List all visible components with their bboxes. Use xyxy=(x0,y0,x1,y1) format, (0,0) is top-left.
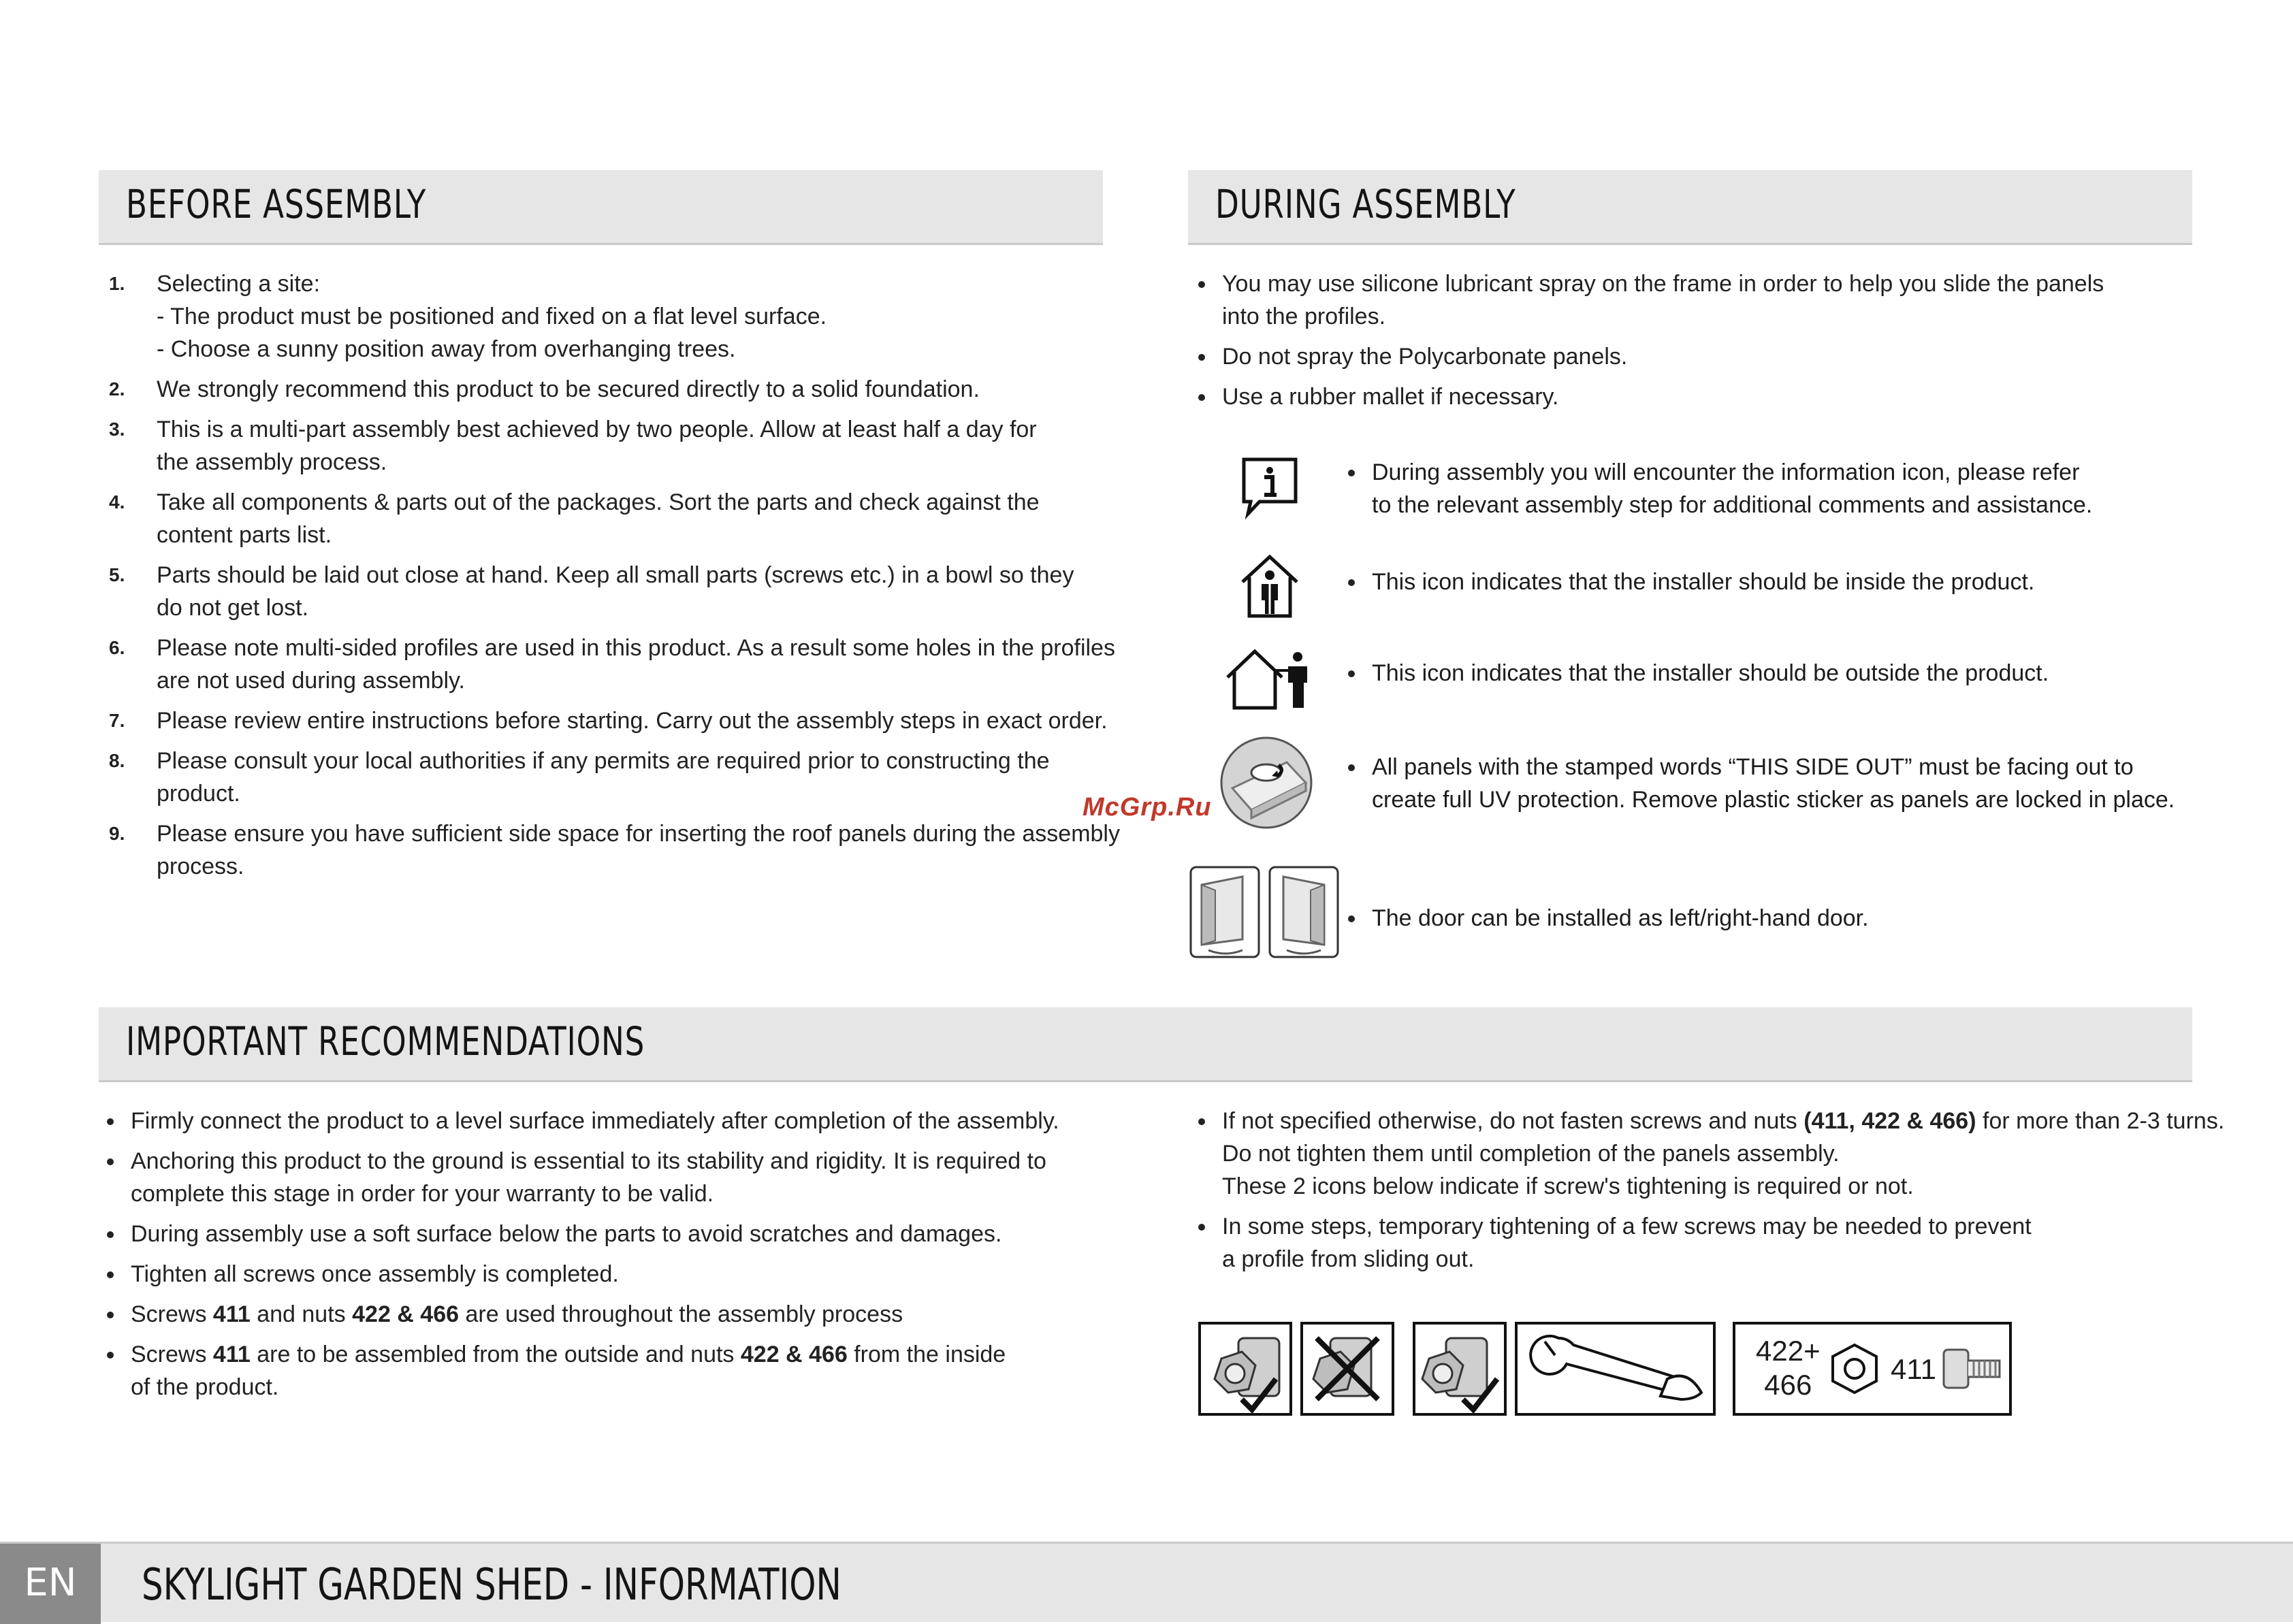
recommendations-right-list xyxy=(1195,1105,2225,1283)
before-item-5: 5. Parts should be laid out close at hand. Keep all small parts (screws etc.) in a bowl so they do not get lost. xyxy=(109,562,1074,621)
screw-loose-ok-icon xyxy=(1198,1322,1292,1416)
before-item-9: 9. Please ensure you have sufficient side space for inserting the roof panels during the assembly process. xyxy=(109,821,1120,879)
page-footer xyxy=(0,1542,2293,1622)
before-item-1: 1. Selecting a site: - The product must be positioned and fixed on a flat level surface. - Choose a sunny position away from overhanging trees. xyxy=(109,271,827,362)
during-bullet-2: Do not spray the Polycarbonate panels. xyxy=(1195,340,2189,373)
before-assembly-header xyxy=(99,170,1103,245)
inside-icon-text: This icon indicates that the installer should be inside the product. xyxy=(1348,566,2257,598)
info-icon-text: During assembly you will encounter the information icon, please refer to the relevant assembly step for additional comments and assistance. xyxy=(1348,456,2257,521)
installer-outside-icon xyxy=(1224,643,1313,711)
watermark: McGrp.Ru xyxy=(1083,793,1212,822)
rec-left-bullet-5: Screws 411 and nuts 422 & 466 are used throughout the assembly process xyxy=(103,1298,1125,1331)
during-assembly-title: DURING ASSEMBLY xyxy=(1215,181,1516,227)
screw-icon xyxy=(1938,1342,2006,1396)
during-bullet-3: Use a rubber mallet if necessary. xyxy=(1195,380,2189,413)
language-badge: EN xyxy=(0,1544,101,1624)
during-bullet-1: You may use silicone lubricant spray on the frame in order to help you slide the panels into the profiles. xyxy=(1195,267,2189,333)
before-item-4: 4. Take all components & parts out of the packages. Sort the parts and check against the content parts list. xyxy=(109,489,1040,548)
uv-panel-icon xyxy=(1219,735,1314,830)
wrench-icon xyxy=(1515,1322,1716,1416)
during-assembly-list xyxy=(1195,267,2189,421)
door-icon-text: The door can be installed as left/right-hand door. xyxy=(1348,902,2257,935)
screw-tighten-ok-icon xyxy=(1413,1322,1507,1416)
before-assembly-list xyxy=(109,267,1120,890)
recommendations-header xyxy=(99,1007,2192,1082)
rec-left-bullet-6: Screws 411 are to be assembled from the outside and nuts 422 & 466 from the inside of the product. xyxy=(103,1338,1125,1403)
screw-label: 411 xyxy=(1891,1353,1936,1385)
rec-left-bullet-4: Tighten all screws once assembly is completed. xyxy=(103,1258,1125,1290)
before-item-2: 2. We strongly recommend this product to be secured directly to a solid foundation. xyxy=(109,376,980,402)
before-item-8: 8. Please consult your local authorities if any permits are required prior to constructing the product. xyxy=(109,748,1050,807)
screw-tight-not-icon xyxy=(1300,1322,1394,1416)
rec-right-bullet-2: In some steps, temporary tightening of a few screws may be needed to prevent a profile from sliding out. xyxy=(1195,1210,2216,1276)
outside-icon-text: This icon indicates that the installer should be outside the product. xyxy=(1348,657,2257,689)
recommendations-title: IMPORTANT RECOMMENDATIONS xyxy=(126,1018,645,1065)
before-item-7: 7. Please review entire instructions before starting. Carry out the assembly steps in exact order. xyxy=(109,708,1108,734)
rec-left-bullet-1: Firmly connect the product to a level surface immediately after completion of the assembly. xyxy=(103,1105,1125,1137)
installer-inside-icon xyxy=(1236,551,1304,619)
information-icon xyxy=(1236,453,1304,521)
parts-legend xyxy=(1733,1322,2012,1416)
nut-icon xyxy=(1827,1342,1882,1396)
before-item-3: 3. This is a multi-part assembly best achieved by two people. Allow at least half a day for the assembly process. xyxy=(109,417,1037,475)
rec-right-bullet-1: If not specified otherwise, do not fasten screws and nuts (411, 422 & 466) for more than 2-3 turns. Do not tighten them until completion of the panels assembly. These 2 icons below indicate if screw's tightening is required or not. xyxy=(1195,1105,2216,1203)
before-assembly-title: BEFORE ASSEMBLY xyxy=(126,181,427,227)
rec-left-bullet-2: Anchoring this product to the ground is essential to its stability and rigidity. It is required to complete this stage in order for your warranty to be valid. xyxy=(103,1145,1125,1210)
door-left-right-icon xyxy=(1188,864,1348,960)
before-item-6: 6. Please note multi-sided profiles are used in this product. As a result some holes in the profiles are not used during assembly. xyxy=(109,635,1115,694)
uv-icon-text: All panels with the stamped words “THIS SIDE OUT” must be facing out to create full UV protection. Remove plastic sticker as panels are locked in place. xyxy=(1348,751,2257,816)
footer-title: SKYLIGHT GARDEN SHED - INFORMATION xyxy=(142,1560,841,1610)
during-assembly-header xyxy=(1188,170,2192,245)
recommendations-left-list xyxy=(103,1105,1125,1411)
nuts-label: 422+ 466 xyxy=(1756,1335,1821,1401)
rec-left-bullet-3: During assembly use a soft surface below the parts to avoid scratches and damages. xyxy=(103,1218,1125,1250)
